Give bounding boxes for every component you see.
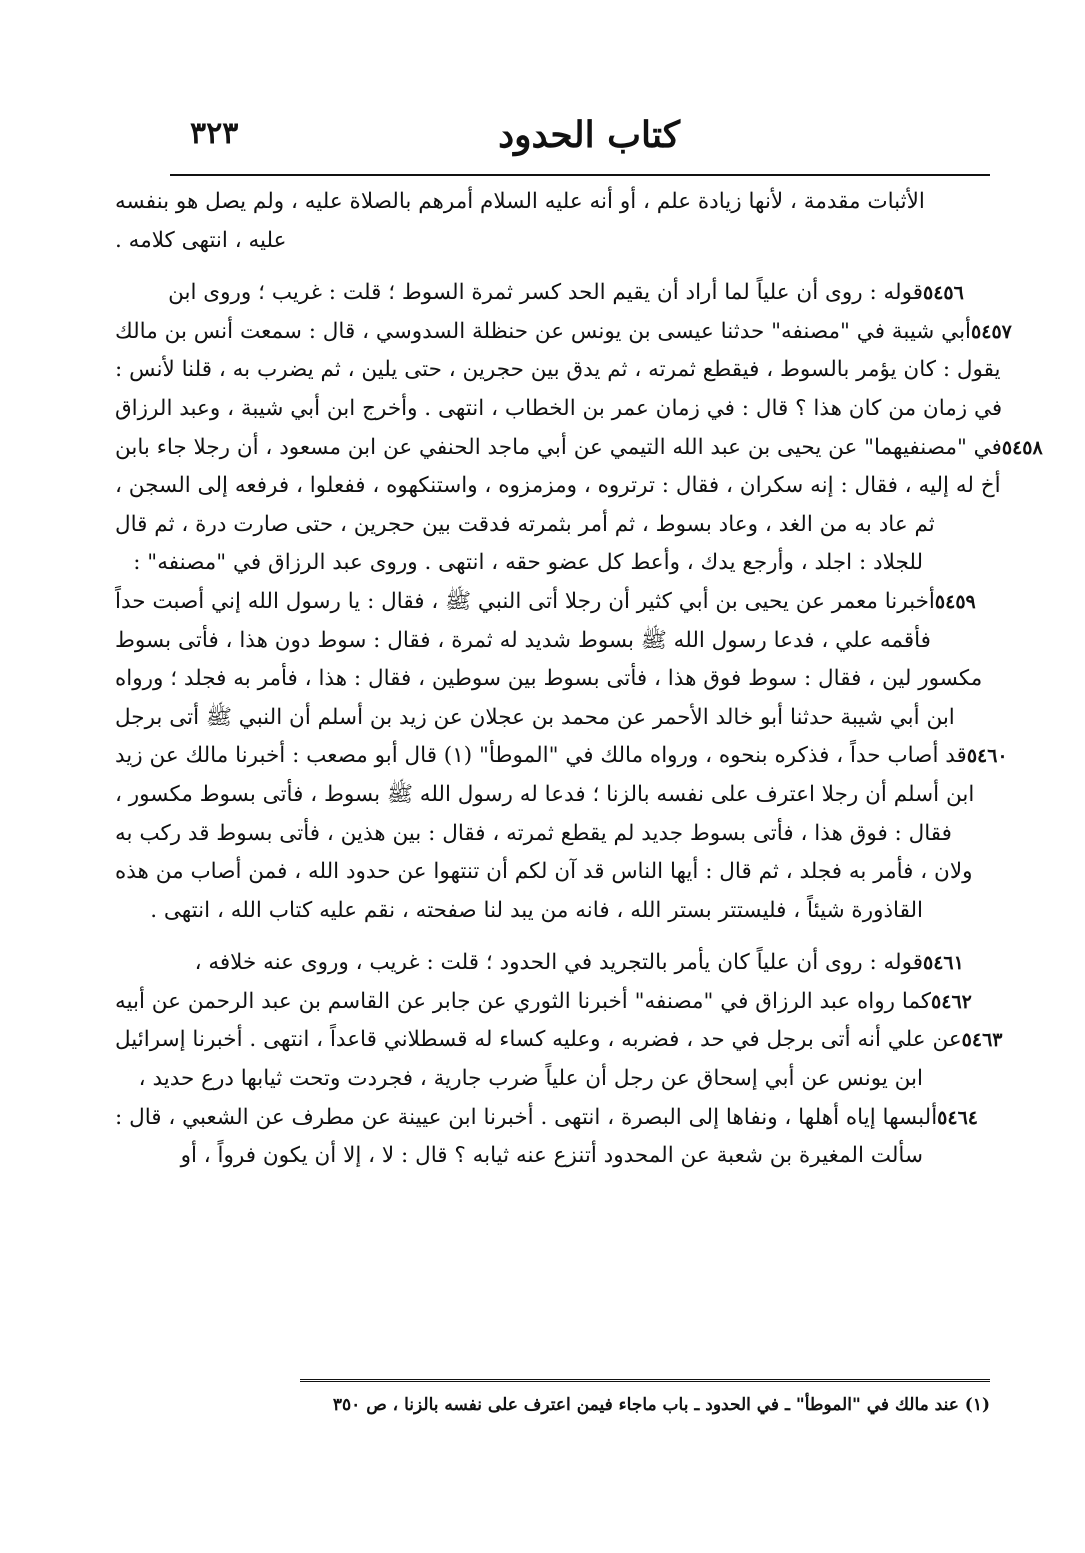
line-text: الأثبات مقدمة ، لأنها زيادة علم ، أو أنه عليه السلام أمرهم بالصلاة عليه ، ولم يصل هو بنفسه xyxy=(115,189,925,214)
text-line xyxy=(115,1021,1003,1060)
running-title: كتاب الحدود xyxy=(498,114,680,156)
line-text: عليه ، انتهى كلامه . xyxy=(115,227,287,253)
text-line xyxy=(115,1137,995,1176)
text-line xyxy=(115,815,995,854)
line-text: أبي شيبة في "مصنفه" حدثنا عيسى بن يونس عن حنظلة السدوسي ، قال : سمعت أنس بن مالك xyxy=(115,318,972,344)
hadith-number: ٥٤٦٤ xyxy=(937,1106,978,1129)
page-number: ٣٢٣ xyxy=(190,116,239,151)
text-line xyxy=(115,544,995,583)
text-line xyxy=(115,660,995,699)
line-text: ابن أسلم أن رجلا اعترف على نفسه بالزنا ؛ فدعا له رسول الله ﷺ بسوط ، فأتى بسوط مكسور ، xyxy=(115,781,975,807)
text-line xyxy=(115,1060,995,1099)
text-line xyxy=(115,853,995,892)
line-text: كما رواه عبد الرزاق في "مصنفه" أخبرنا الثوري عن جابر عن القاسم بن عبد الرحمن عن أبيه xyxy=(115,988,932,1014)
line-text: ابن يونس عن أبي إسحاق عن رجل أن علياً ضرب جارية ، فجردت وتحت ثيابها درع حديد ، xyxy=(138,1066,923,1092)
line-text: يقول : كان يؤمر بالسوط ، فيقطع ثمرته ، ثم يدق بين حجرين ، حتى يلين ، ثم يضرب به ، قلنا لأنس : xyxy=(115,357,1001,383)
header-rule xyxy=(170,174,990,176)
hadith-number: ٥٤٥٩ xyxy=(934,590,976,613)
text-line xyxy=(115,944,995,983)
page-header xyxy=(170,108,980,168)
text-line xyxy=(115,737,1008,776)
line-text: أخبرنا معمر عن يحيى بن أبي كثير أن رجلا أتى النبي ﷺ ، فقال : يا رسول الله إني أصبت حداً xyxy=(115,588,935,614)
hadith-number: ٥٤٦٣ xyxy=(961,1029,1003,1052)
text-line xyxy=(115,274,995,313)
text-line xyxy=(115,183,995,222)
text-line xyxy=(115,583,995,622)
line-text: ابن أبي شيبة حدثنا أبو خالد الأحمر عن محمد بن عجلان عن زيد بن أسلم أن النبي ﷺ أتى برجل xyxy=(115,704,955,730)
text-line xyxy=(115,983,995,1022)
line-text: قوله : روى أن علياً لما أراد أن يقيم الحد كسر ثمرة السوط ؛ قلت : غريب ؛ وروى ابن xyxy=(168,280,923,306)
hadith-number: ٥٤٦٠ xyxy=(966,745,1008,768)
line-text: قوله : روى أن علياً كان يأمر بالتجريد في الحدود ؛ قلت : غريب ، وروى عنه خلافه ، xyxy=(194,950,923,976)
line-text: في زمان من كان هذا ؟ قال : في زمان عمر بن الخطاب ، انتهى . وأخرج ابن أبي شيبة ، وعبد الرزاق xyxy=(115,395,1003,421)
line-text: ولان ، فأمر به فجلد ، ثم قال : أيها الناس قد آن لكم أن تنتهوا عن حدود الله ، فمن أصاب من هذه xyxy=(115,859,973,885)
body-text xyxy=(115,183,1043,1176)
footnote-rule xyxy=(300,1379,990,1382)
hadith-number: ٥٤٥٨ xyxy=(1001,436,1043,459)
line-text: قد أصاب حداً ، فذكره بنحوه ، ورواه مالك في "الموطأ" (١) قال أبو مصعب : أخبرنا مالك عن زيد xyxy=(115,743,967,769)
hadith-number: ٥٤٥٦ xyxy=(923,282,964,305)
hadith-number: ٥٤٦٢ xyxy=(931,990,972,1013)
text-line xyxy=(115,776,995,815)
line-text: سألت المغيرة بن شعبة عن المحدود أتنزع عنه ثيابه ؟ قال : لا ، إلا أن يكون فرواً ، أو xyxy=(180,1143,923,1169)
text-line xyxy=(115,429,1043,468)
line-text: القاذورة شيئاً ، فليستتر بستر الله ، فانه من يبد لنا صفحته ، نقم عليه كتاب الله ، انتهى . xyxy=(150,897,923,923)
line-text: مكسور لين ، فقال : سوط فوق هذا ، فأتى بسوط بين سوطين ، فقال : هذا ، فأمر به فجلد ؛ ورواه xyxy=(115,666,983,692)
line-text: عن علي أنه أتى برجل في حد ، فضربه ، وعليه كساء له قسطلاني قاعداً ، انتهى . أخبرنا إسرائيل xyxy=(115,1027,962,1053)
line-text: فأقمه علي ، فدعا رسول الله ﷺ بسوط شديد له ثمرة ، فقال : سوط دون هذا ، فأتى بسوط xyxy=(115,627,931,653)
line-text: للجلاد : اجلد ، وأرجع يدك ، وأعط كل عضو حقه ، انتهى . وروى عبد الرزاق في "مصنفه" : xyxy=(133,550,923,576)
line-text: ثم عاد به من الغد ، وعاد بسوط ، ثم أمر بثمرته فدقت بين حجرين ، حتى صارت درة ، ثم قال xyxy=(115,511,935,537)
hadith-number: ٥٤٥٧ xyxy=(971,320,1012,343)
text-line xyxy=(115,622,995,661)
line-text: أخ له إليه ، فقال : إنه سكران ، فقال : ترتروه ، ومزمزوه ، واستنكهوه ، ففعلوا ، فرفعه إلى السجن ، xyxy=(115,473,1001,499)
line-text: فقال : فوق هذا ، فأتى بسوط جديد لم يقطع ثمرته ، فقال : بين هذين ، فأتى بسوط قد ركب به xyxy=(115,820,952,846)
text-line xyxy=(115,313,1012,352)
text-line xyxy=(115,1099,995,1138)
paragraph-gap xyxy=(115,260,995,274)
text-line xyxy=(115,351,1001,390)
text-line xyxy=(115,699,995,738)
text-line xyxy=(115,390,1003,429)
line-text: في "مصنفيهما" عن يحيى بن عبد الله التيمي عن أبي ماجد الحنفي عن ابن مسعود ، أن رجلا جاء بابن xyxy=(115,434,1002,460)
text-line xyxy=(115,892,995,931)
text-line xyxy=(115,467,1001,506)
hadith-number: ٥٤٦١ xyxy=(923,952,964,975)
paragraph-gap xyxy=(115,930,995,944)
text-line xyxy=(115,222,995,261)
line-text: ألبسها إياه أهلها ، ونفاها إلى البصرة ، انتهى . أخبرنا ابن عيينة عن مطرف عن الشعبي ، قال : xyxy=(115,1104,938,1130)
text-line xyxy=(115,506,995,545)
footnote: (١) عند مالك في "الموطأ" ـ في الحدود ـ باب ماجاء فيمن اعترف على نفسه بالزنا ، ص ٣٥٠ xyxy=(332,1395,990,1415)
